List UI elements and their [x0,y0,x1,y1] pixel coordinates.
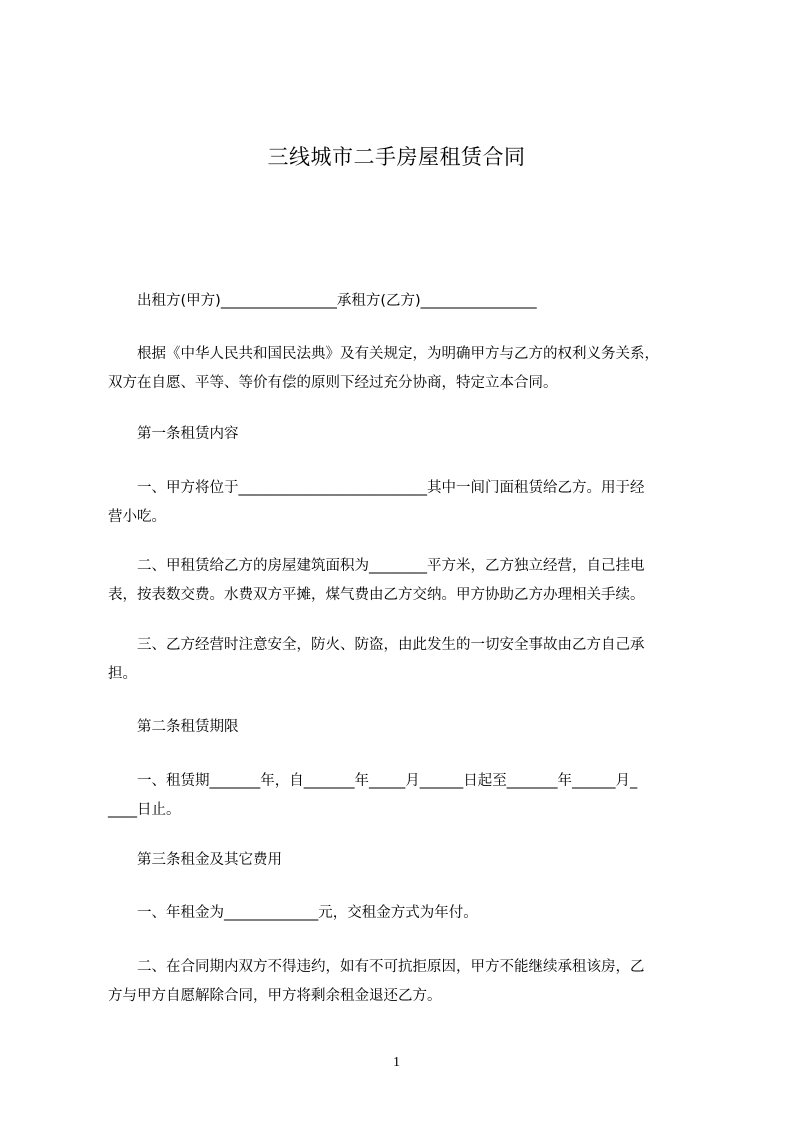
article-3-clause-1 [108,899,708,928]
document-title: 三线城市二手房屋租赁合同 [267,145,526,169]
article-3-heading-text: 第三条租金及其它费用 [108,852,282,868]
article-3-clause-2 [108,953,708,1011]
article-1-clause-1-line-1: 一、甲方将位于__________________________其中一间门面租赁给乙方。用于经 [108,480,645,496]
article-1-clause-2-line-1: 二、甲租赁给乙方的房屋建筑面积为________平方米，乙方独立经营，自己挂电 [108,558,645,574]
article-2-clause-1-line-2: ____日止。 [108,802,181,818]
article-1-heading-text: 第一条租赁内容 [108,426,239,442]
article-2-clause-1 [108,767,708,825]
article-1-clause-1 [108,474,708,532]
page-number: 1 [393,1055,400,1070]
parties-text: 出租方(甲方)________________承租方(乙方)________________ [108,293,537,309]
article-1-clause-1-line-2: 营小吃。 [108,509,166,525]
article-1-clause-3-line-2: 担。 [108,666,137,682]
article-2-heading-text: 第二条租赁期限 [108,719,239,735]
article-2-heading [108,713,708,742]
article-3-clause-1-text: 一、年租金为_____________元，交租金方式为年付。 [108,905,478,921]
parties-line [108,287,708,316]
article-1-clause-2-line-2: 表，按表数交费。水费双方平摊，煤气费由乙方交纳。甲方协助乙方办理相关手续。 [108,587,645,603]
preamble-paragraph [108,340,708,398]
article-1-clause-2 [108,552,708,610]
article-1-heading [108,420,708,449]
article-3-heading [108,846,708,875]
article-1-clause-3 [108,631,708,689]
article-2-clause-1-line-1: 一、租赁期_______年，自_______年_____月______日起至_______年______月_ [108,773,638,789]
article-3-clause-2-line-2: 方与甲方自愿解除合同，甲方将剩余租金退还乙方。 [108,988,442,1004]
article-3-clause-2-line-1: 二、在合同期内双方不得违约，如有不可抗拒原因，甲方不能继续承租该房，乙 [108,959,645,975]
preamble-line-1: 根据《中华人民共和国民法典》及有关规定，为明确甲方与乙方的权利义务关系， [108,346,659,362]
article-1-clause-3-line-1: 三、乙方经营时注意安全，防火、防盗，由此发生的一切安全事故由乙方自己承 [108,637,645,653]
preamble-line-2: 双方在自愿、平等、等价有偿的原则下经过充分协商，特定立本合同。 [108,375,558,391]
